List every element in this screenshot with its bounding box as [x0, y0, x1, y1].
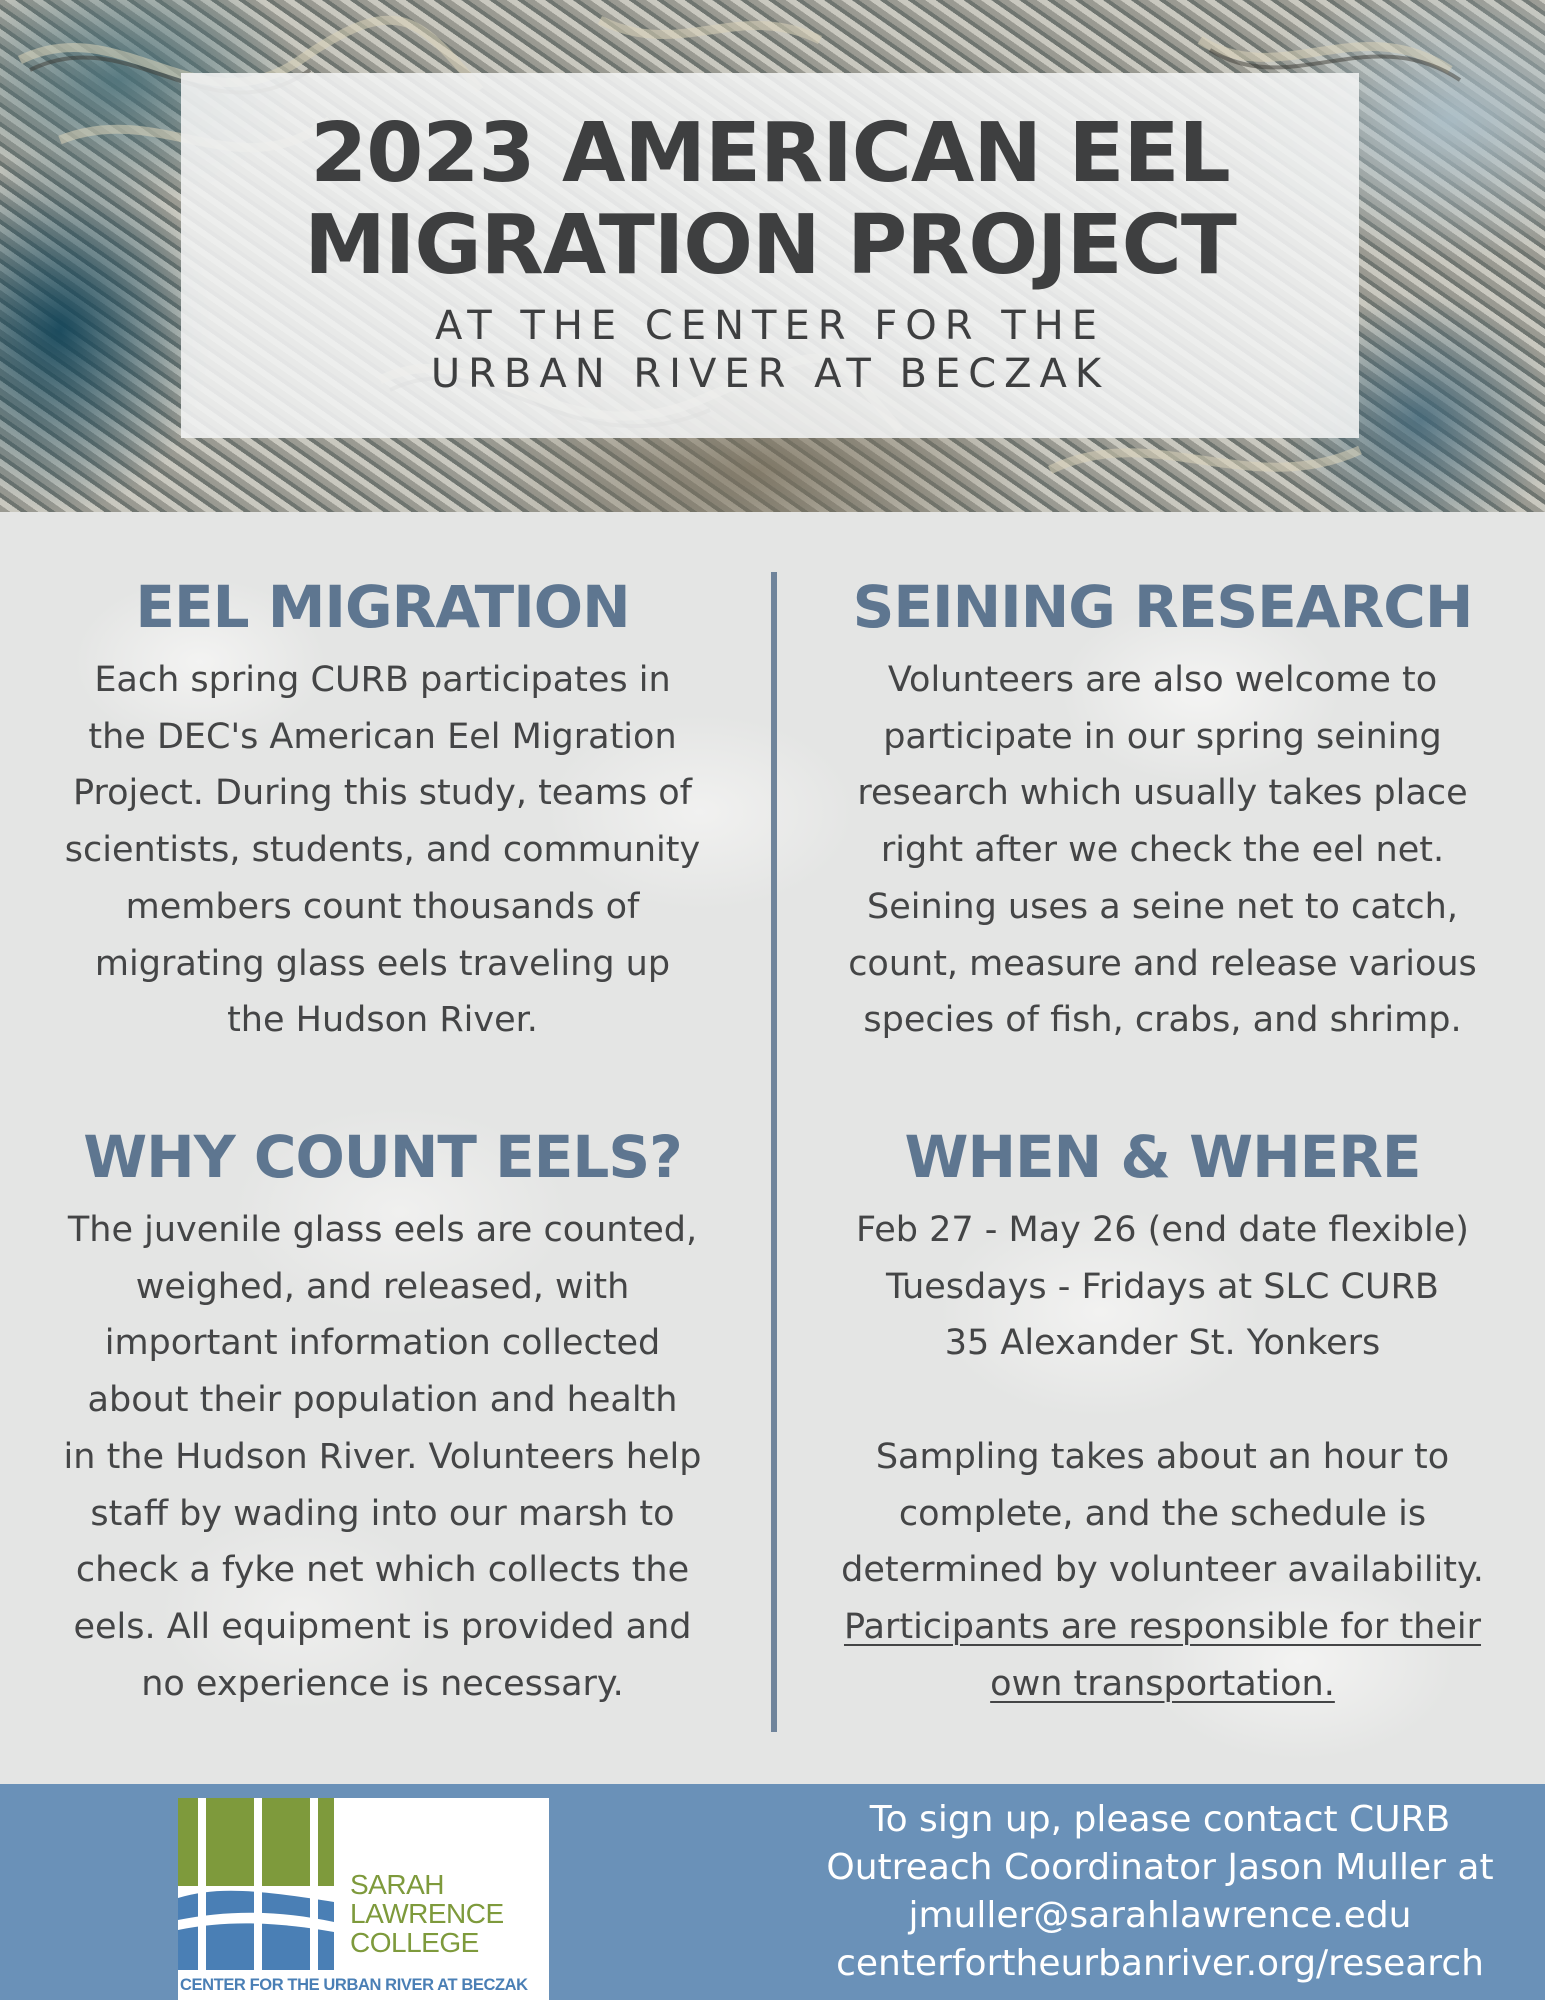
text-line: Volunteers are also welcome to — [887, 660, 1438, 700]
text-line: migrating glass eels traveling up — [94, 943, 671, 984]
text-line: Seining uses a seine net to catch, — [867, 886, 1458, 927]
section-heading: SEINING RESEARCH — [852, 573, 1473, 641]
transportation-notice — [810, 1599, 1515, 1656]
text-line: determined by volunteer availability. — [841, 1550, 1484, 1591]
text-line: Sampling takes about an hour to — [875, 1436, 1450, 1477]
section-body — [810, 652, 1515, 1049]
contact-info — [790, 1796, 1530, 1988]
section-heading: WHEN & WHERE — [904, 1123, 1421, 1191]
text-line: The juvenile glass eels are counted, — [67, 1210, 698, 1250]
text-line: members count thousands of — [125, 886, 640, 927]
notice-line: own transportation. — [990, 1663, 1335, 1704]
section-when-where — [810, 1122, 1515, 1712]
logo-line: SARAH — [350, 1869, 444, 1900]
title-line-2: MIGRATION PROJECT — [304, 198, 1236, 293]
section-why-count-eels — [30, 1122, 735, 1712]
schedule-address: 35 Alexander St. Yonkers — [944, 1323, 1381, 1364]
section-eel-migration — [30, 572, 735, 1049]
logo-line: COLLEGE — [350, 1927, 479, 1958]
logo-wordmark — [350, 1870, 540, 1957]
text-line: in the Hudson River. Volunteers help — [63, 1436, 702, 1477]
contact-email-link[interactable]: jmuller@sarahlawrence.edu — [908, 1895, 1412, 1936]
transportation-notice-cont — [810, 1656, 1515, 1713]
column-divider — [771, 572, 777, 1732]
section-body — [810, 1202, 1515, 1712]
title-line-1: 2023 AMERICAN EEL — [310, 106, 1230, 201]
footer — [0, 1784, 1545, 2000]
text-line: species of fish, crabs, and shrimp. — [863, 1000, 1462, 1041]
text-line: no experience is necessary. — [141, 1663, 624, 1704]
subtitle-line-2: URBAN RIVER AT BECZAK — [430, 351, 1110, 397]
schedule-dates: Feb 27 - May 26 (end date flexible) — [856, 1210, 1469, 1250]
text-line: Project. During this study, teams of — [73, 773, 692, 814]
logo-line: LAWRENCE — [350, 1898, 504, 1929]
contact-line: To sign up, please contact CURB — [869, 1799, 1451, 1840]
text-line: complete, and the schedule is — [898, 1493, 1427, 1534]
sarah-lawrence-logo — [178, 1798, 549, 2000]
text-line: about their population and health — [87, 1380, 678, 1421]
content-area — [0, 512, 1545, 1784]
text-line: scientists, students, and community — [64, 830, 701, 871]
section-heading: WHY COUNT EELS? — [83, 1123, 682, 1191]
text-line: weighed, and released, with — [135, 1266, 630, 1307]
text-line: research which usually takes place — [857, 773, 1468, 814]
hero-banner — [0, 0, 1545, 512]
spacer — [810, 1372, 1515, 1429]
subtitle-line-1: AT THE CENTER FOR THE — [434, 303, 1106, 349]
section-body — [30, 652, 735, 1049]
text-line: eels. All equipment is provided and — [73, 1606, 692, 1647]
text-line: the Hudson River. — [227, 1000, 538, 1041]
text-line: participate in our spring seining — [883, 716, 1442, 757]
section-body — [30, 1202, 735, 1712]
section-seining-research — [810, 572, 1515, 1049]
text-line: right after we check the eel net. — [880, 830, 1445, 871]
contact-line: Outreach Coordinator Jason Muller at — [826, 1847, 1494, 1888]
title-box — [181, 73, 1359, 438]
contact-website-link[interactable]: centerfortheurbanriver.org/research — [836, 1943, 1484, 1984]
text-line: check a fyke net which collects the — [75, 1550, 690, 1591]
section-heading: EEL MIGRATION — [135, 573, 630, 641]
notice-line: Participants are responsible for their — [843, 1606, 1481, 1647]
text-line: Each spring CURB participates in — [94, 660, 671, 700]
text-line: the DEC's American Eel Migration — [88, 716, 677, 757]
text-line: important information collected — [104, 1323, 661, 1364]
schedule-days: Tuesdays - Fridays at SLC CURB — [886, 1266, 1439, 1307]
text-line: staff by wading into our marsh to — [90, 1493, 675, 1534]
logo-strip: CENTER FOR THE URBAN RIVER AT BECZAK — [178, 1970, 549, 2000]
text-line: count, measure and release various — [848, 943, 1477, 984]
